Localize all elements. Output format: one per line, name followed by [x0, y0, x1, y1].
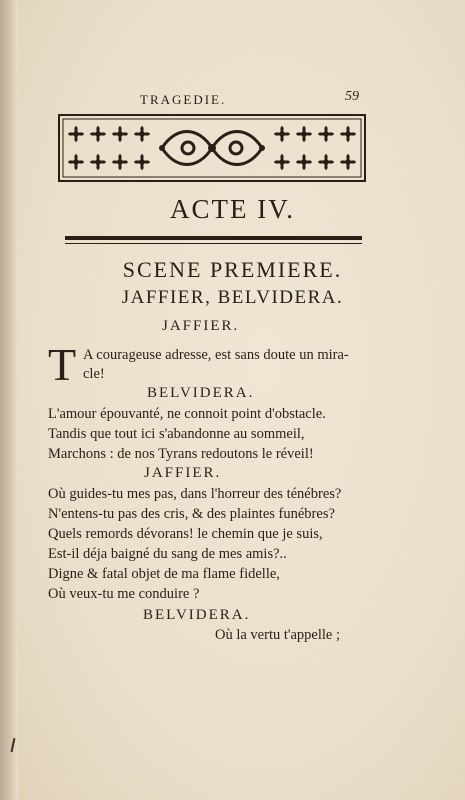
verse-line: L'amour épouvanté, ne connoit point d'obstacle. — [48, 406, 326, 422]
binding-gutter — [0, 0, 18, 800]
speaker-name: BELVIDERA. — [143, 607, 251, 623]
drop-cap: T — [48, 339, 77, 390]
speaker-name: JAFFIER. — [144, 465, 222, 481]
verse-line: N'entens-tu pas des cris, & des plaintes funébres? — [48, 506, 335, 522]
verse-line: Quels remords dévorans! le chemin que je suis, — [48, 526, 323, 542]
running-title: TRAGEDIE. — [140, 92, 227, 107]
act-title: ACTE IV. — [169, 194, 295, 224]
thick-rule — [65, 236, 362, 240]
verse-line: Est-il déja baigné du sang de mes amis?.. — [48, 546, 287, 562]
printers-ornament-headpiece — [58, 114, 366, 182]
page-number: 59 — [345, 89, 359, 104]
verse-line: Où la vertu t'appelle ; — [215, 627, 341, 643]
speaker-name: JAFFIER. — [162, 318, 240, 334]
verse-line: A courageuse adresse, est sans doute un mira- — [83, 347, 349, 363]
verse-line: Tandis que tout ici s'abandonne au sommeil, — [48, 426, 305, 442]
verse-line: Où guides-tu mes pas, dans l'horreur des ténébres? — [48, 486, 342, 502]
verse-line: cle! — [83, 366, 105, 382]
verse-line: Où veux-tu me conduire ? — [48, 586, 200, 602]
speaker-name: BELVIDERA. — [147, 385, 255, 401]
verse-line: Marchons : de nos Tyrans redoutons le réveil! — [48, 446, 314, 462]
verse-line: Digne & fatal objet de ma flame fidelle, — [48, 566, 280, 582]
scene-characters: JAFFIER, BELVIDERA. — [121, 287, 344, 308]
thin-rule — [65, 243, 362, 244]
scene-title: SCENE PREMIERE. — [122, 257, 343, 282]
